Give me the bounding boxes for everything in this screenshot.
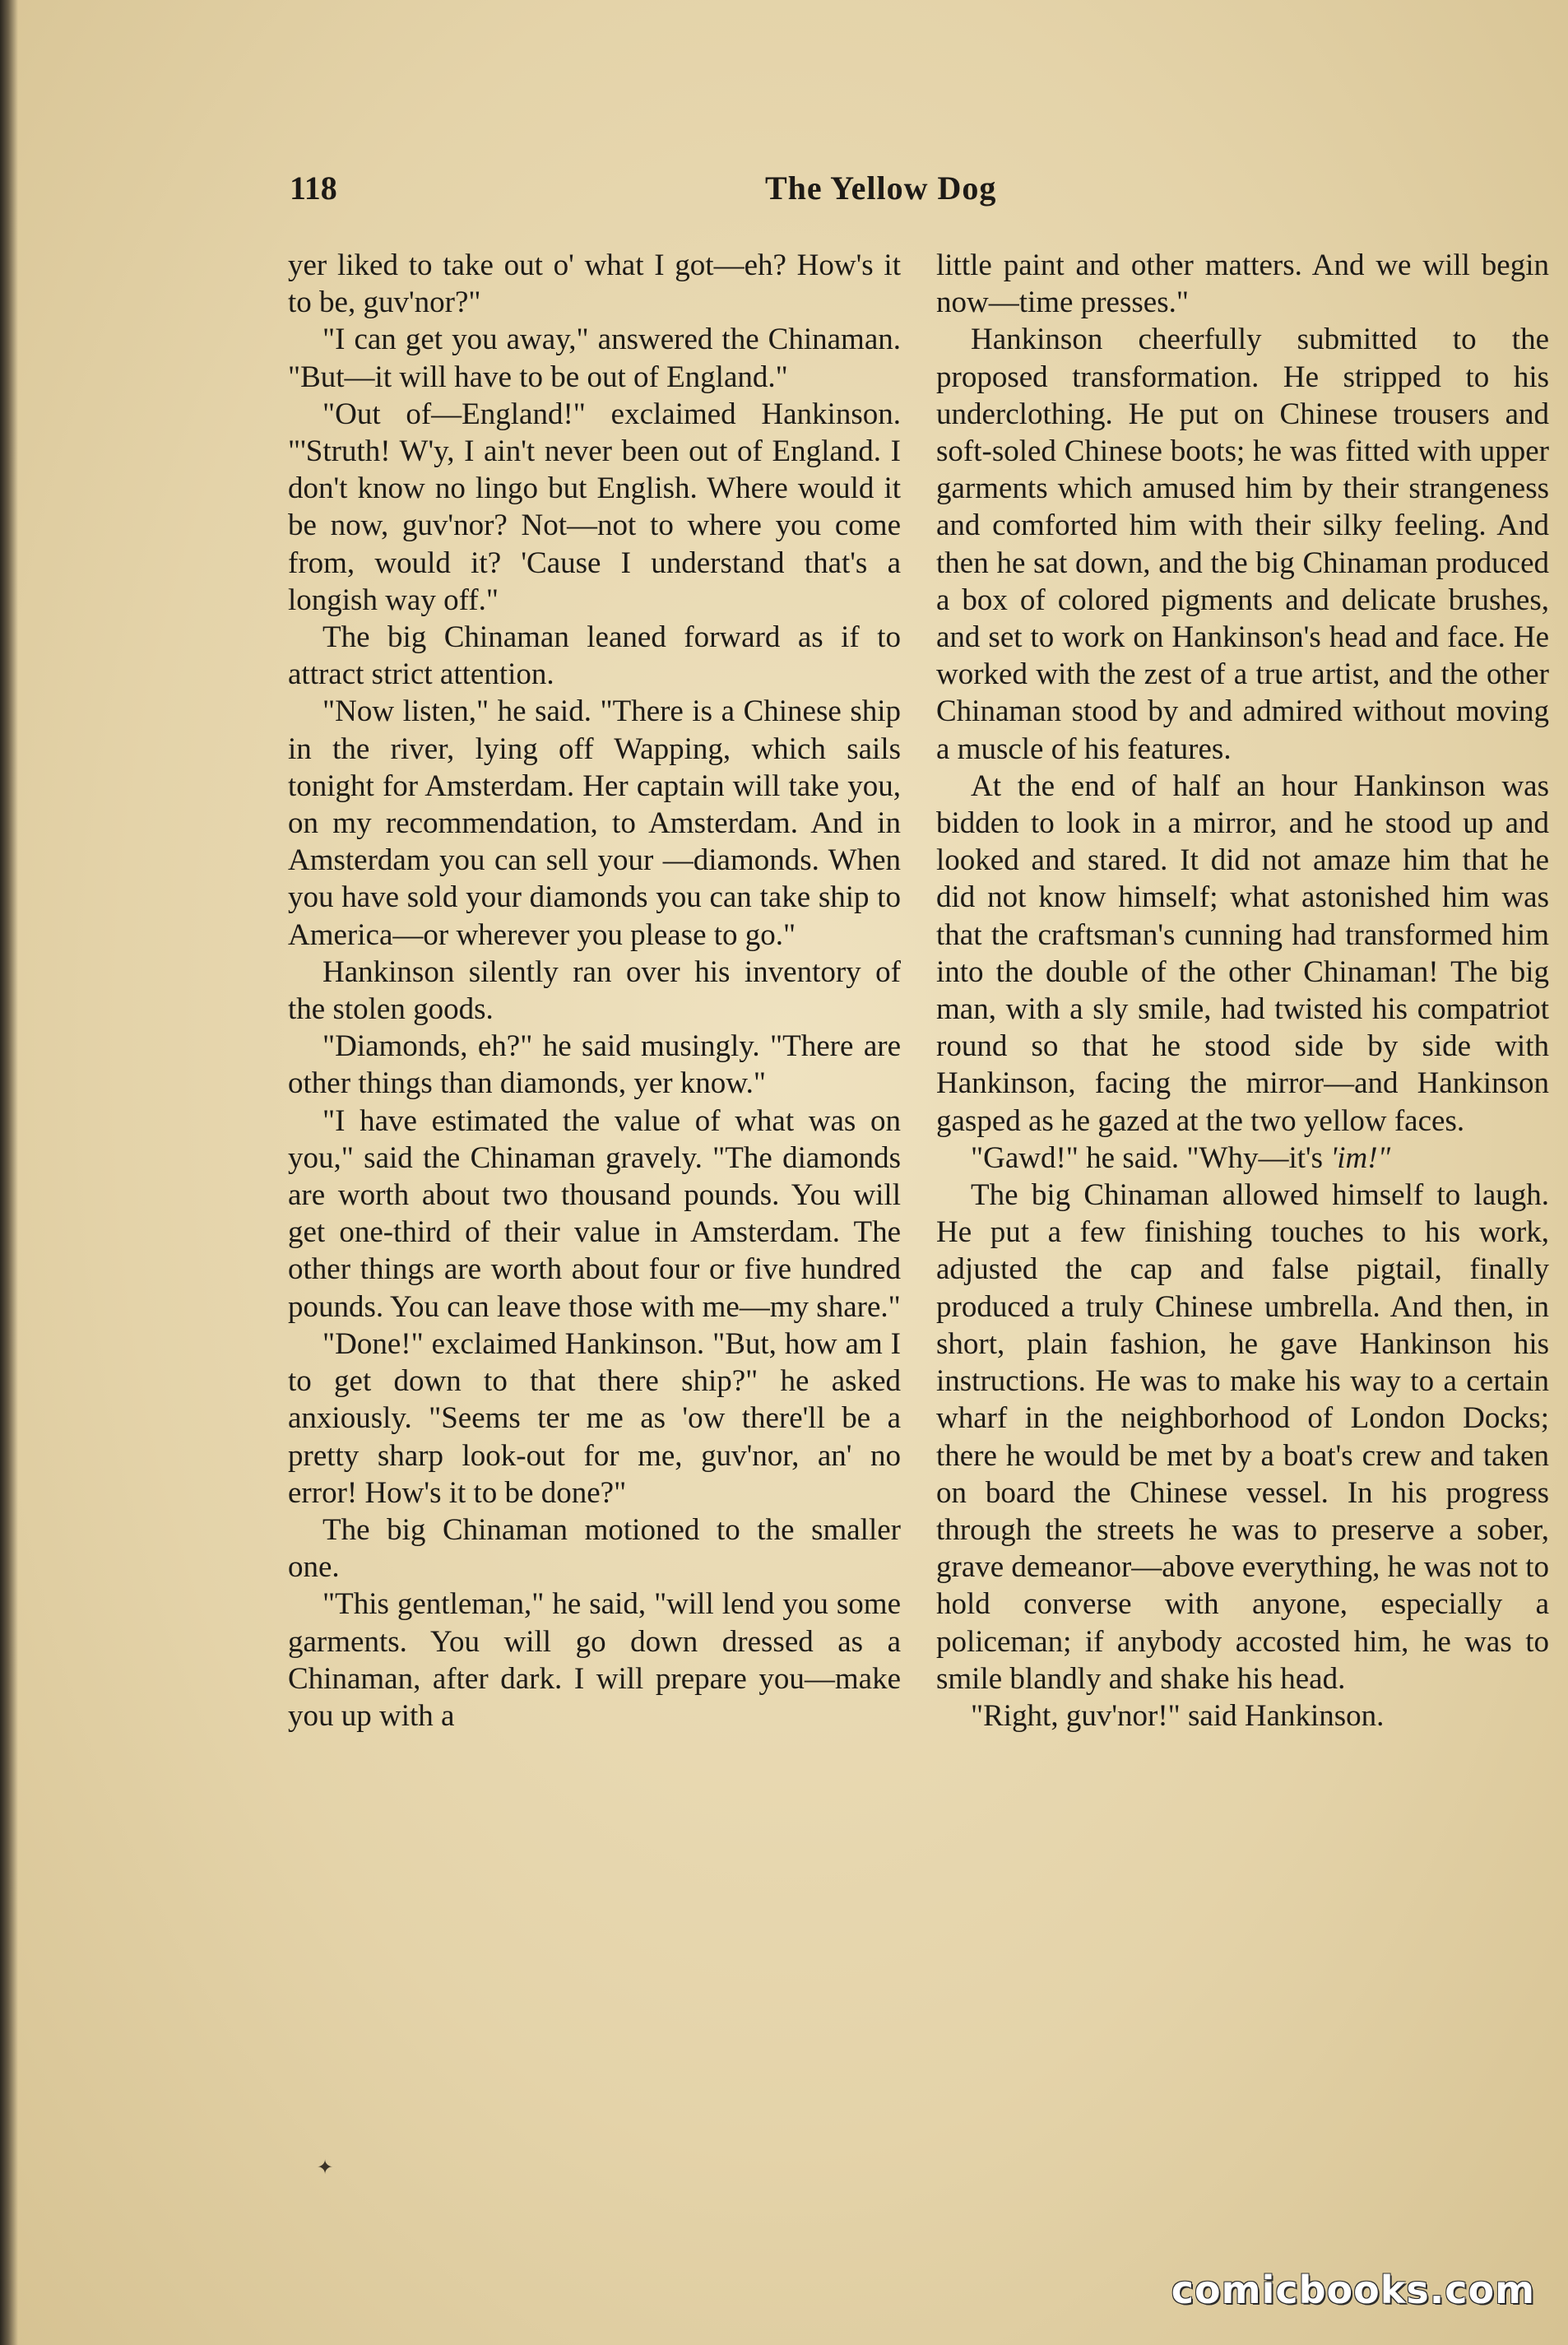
paragraph: The big Chinaman leaned forward as if to attract strict attention. <box>288 620 901 692</box>
emphasis-text: 'im!" <box>1330 1140 1391 1175</box>
paragraph: "Diamonds, eh?" he said musingly. "There are other things than diamonds, yer know." <box>288 1029 901 1101</box>
paragraph: "I have estimated the value of what was on you," said the Chinaman gravely. "The diamonds are worth about two thousand pounds. You will get one-third of their value in Amsterdam. The other things are worth about four or five hundred pounds. You can leave those with me—my share." <box>288 1103 901 1324</box>
paragraph: "Now listen," he said. "There is a Chinese ship in the river, lying off Wapping, which sails tonight for Amsterdam. Her captain will take you, on my recommendation, to Amsterdam. And in Amsterdam you can sell your —diamonds. When you have sold your diamonds you can take ship to America—or wherever you please to go." <box>288 694 901 952</box>
paragraph: "This gentleman," he said, "will lend you some garments. You will go down dressed as a Chinaman, after dark. I will prepare you—make you up with a <box>288 1587 901 1733</box>
page-number: 118 <box>290 169 337 207</box>
paragraph: Hankinson silently ran over his inventory of the stolen goods. <box>288 954 901 1027</box>
left-text-column <box>288 247 901 1734</box>
paragraph: The big Chinaman allowed himself to laugh. He put a few finishing touches to his work, adjusted the cap and false pigtail, finally produced a truly Chinese umbrella. And then, in short, plain fashion, he gave Hankinson his instructions. He was to make his way to a certain wharf in the neighborhood of London Docks; there he would be met by a boat's crew and taken on board the Chinese vessel. In his progress through the streets he was to preserve a sober, grave demeanor—above everything, he was not to hold converse with anyone, especially a policeman; if anybody accosted him, he was to smile blandly and shake his head. <box>936 1178 1549 1696</box>
paragraph: At the end of half an hour Hankinson was bidden to look in a mirror, and he stood up and looked and stared. It did not amaze him that he did not know himself; what astonished him was that the craftsman's cunning had transformed him into the double of the other Chinaman! The big man, with a sly smile, had twisted his compatriot round so that he stood side by side with Hankinson, facing the mirror—and Hankinson gasped as he gazed at the two yellow faces. <box>936 769 1549 1138</box>
paragraph: "I can get you away," answered the Chinaman. "But—it will have to be out of England." <box>288 323 901 394</box>
ink-speck-mark: ✦ <box>317 2157 334 2179</box>
page-header <box>288 169 1538 218</box>
paragraph: "Out of—England!" exclaimed Hankinson. "'Struth! W'y, I ain't never been out of England. I don't know no lingo but English. Where would it be now, guv'nor? Not—not to where you come from, would it? 'Cause I understand that's a longish way off." <box>288 397 901 617</box>
source-watermark: comicbooks.com <box>1171 2268 1535 2312</box>
right-text-column <box>936 247 1549 1734</box>
paragraph: yer liked to take out o' what I got—eh? How's it to be, guv'nor?" <box>288 248 901 320</box>
paragraph: little paint and other matters. And we will begin now—time presses." <box>936 248 1549 320</box>
paragraph-text: "Gawd!" he said. "Why—it's <box>971 1140 1331 1175</box>
paragraph: "Done!" exclaimed Hankinson. "But, how am I to get down to that there ship?" he asked anxiously. "Seems ter me as 'ow there'll be a pretty sharp look-out for me, guv'nor, an' no error! How's it to be done?" <box>288 1326 901 1510</box>
page-binding-edge <box>0 0 18 2345</box>
paragraph: The big Chinaman motioned to the smaller one. <box>288 1512 901 1585</box>
paragraph: Hankinson cheerfully submitted to the proposed transformation. He stripped to his underclothing. He put on Chinese trousers and soft-soled Chinese boots; he was fitted with upper garments which amused him by their strangeness and comforted him with their silky feeling. And then he sat down, and the big Chinaman produced a box of colored pigments and delicate brushes, and set to work on Hankinson's head and face. He worked with the zest of a true artist, and the other Chinaman stood by and admired without moving a muscle of his features. <box>936 323 1549 766</box>
paragraph: "Right, guv'nor!" said Hankinson. <box>971 1698 1385 1733</box>
paragraph <box>936 1140 1549 1177</box>
running-title: The Yellow Dog <box>765 169 997 207</box>
